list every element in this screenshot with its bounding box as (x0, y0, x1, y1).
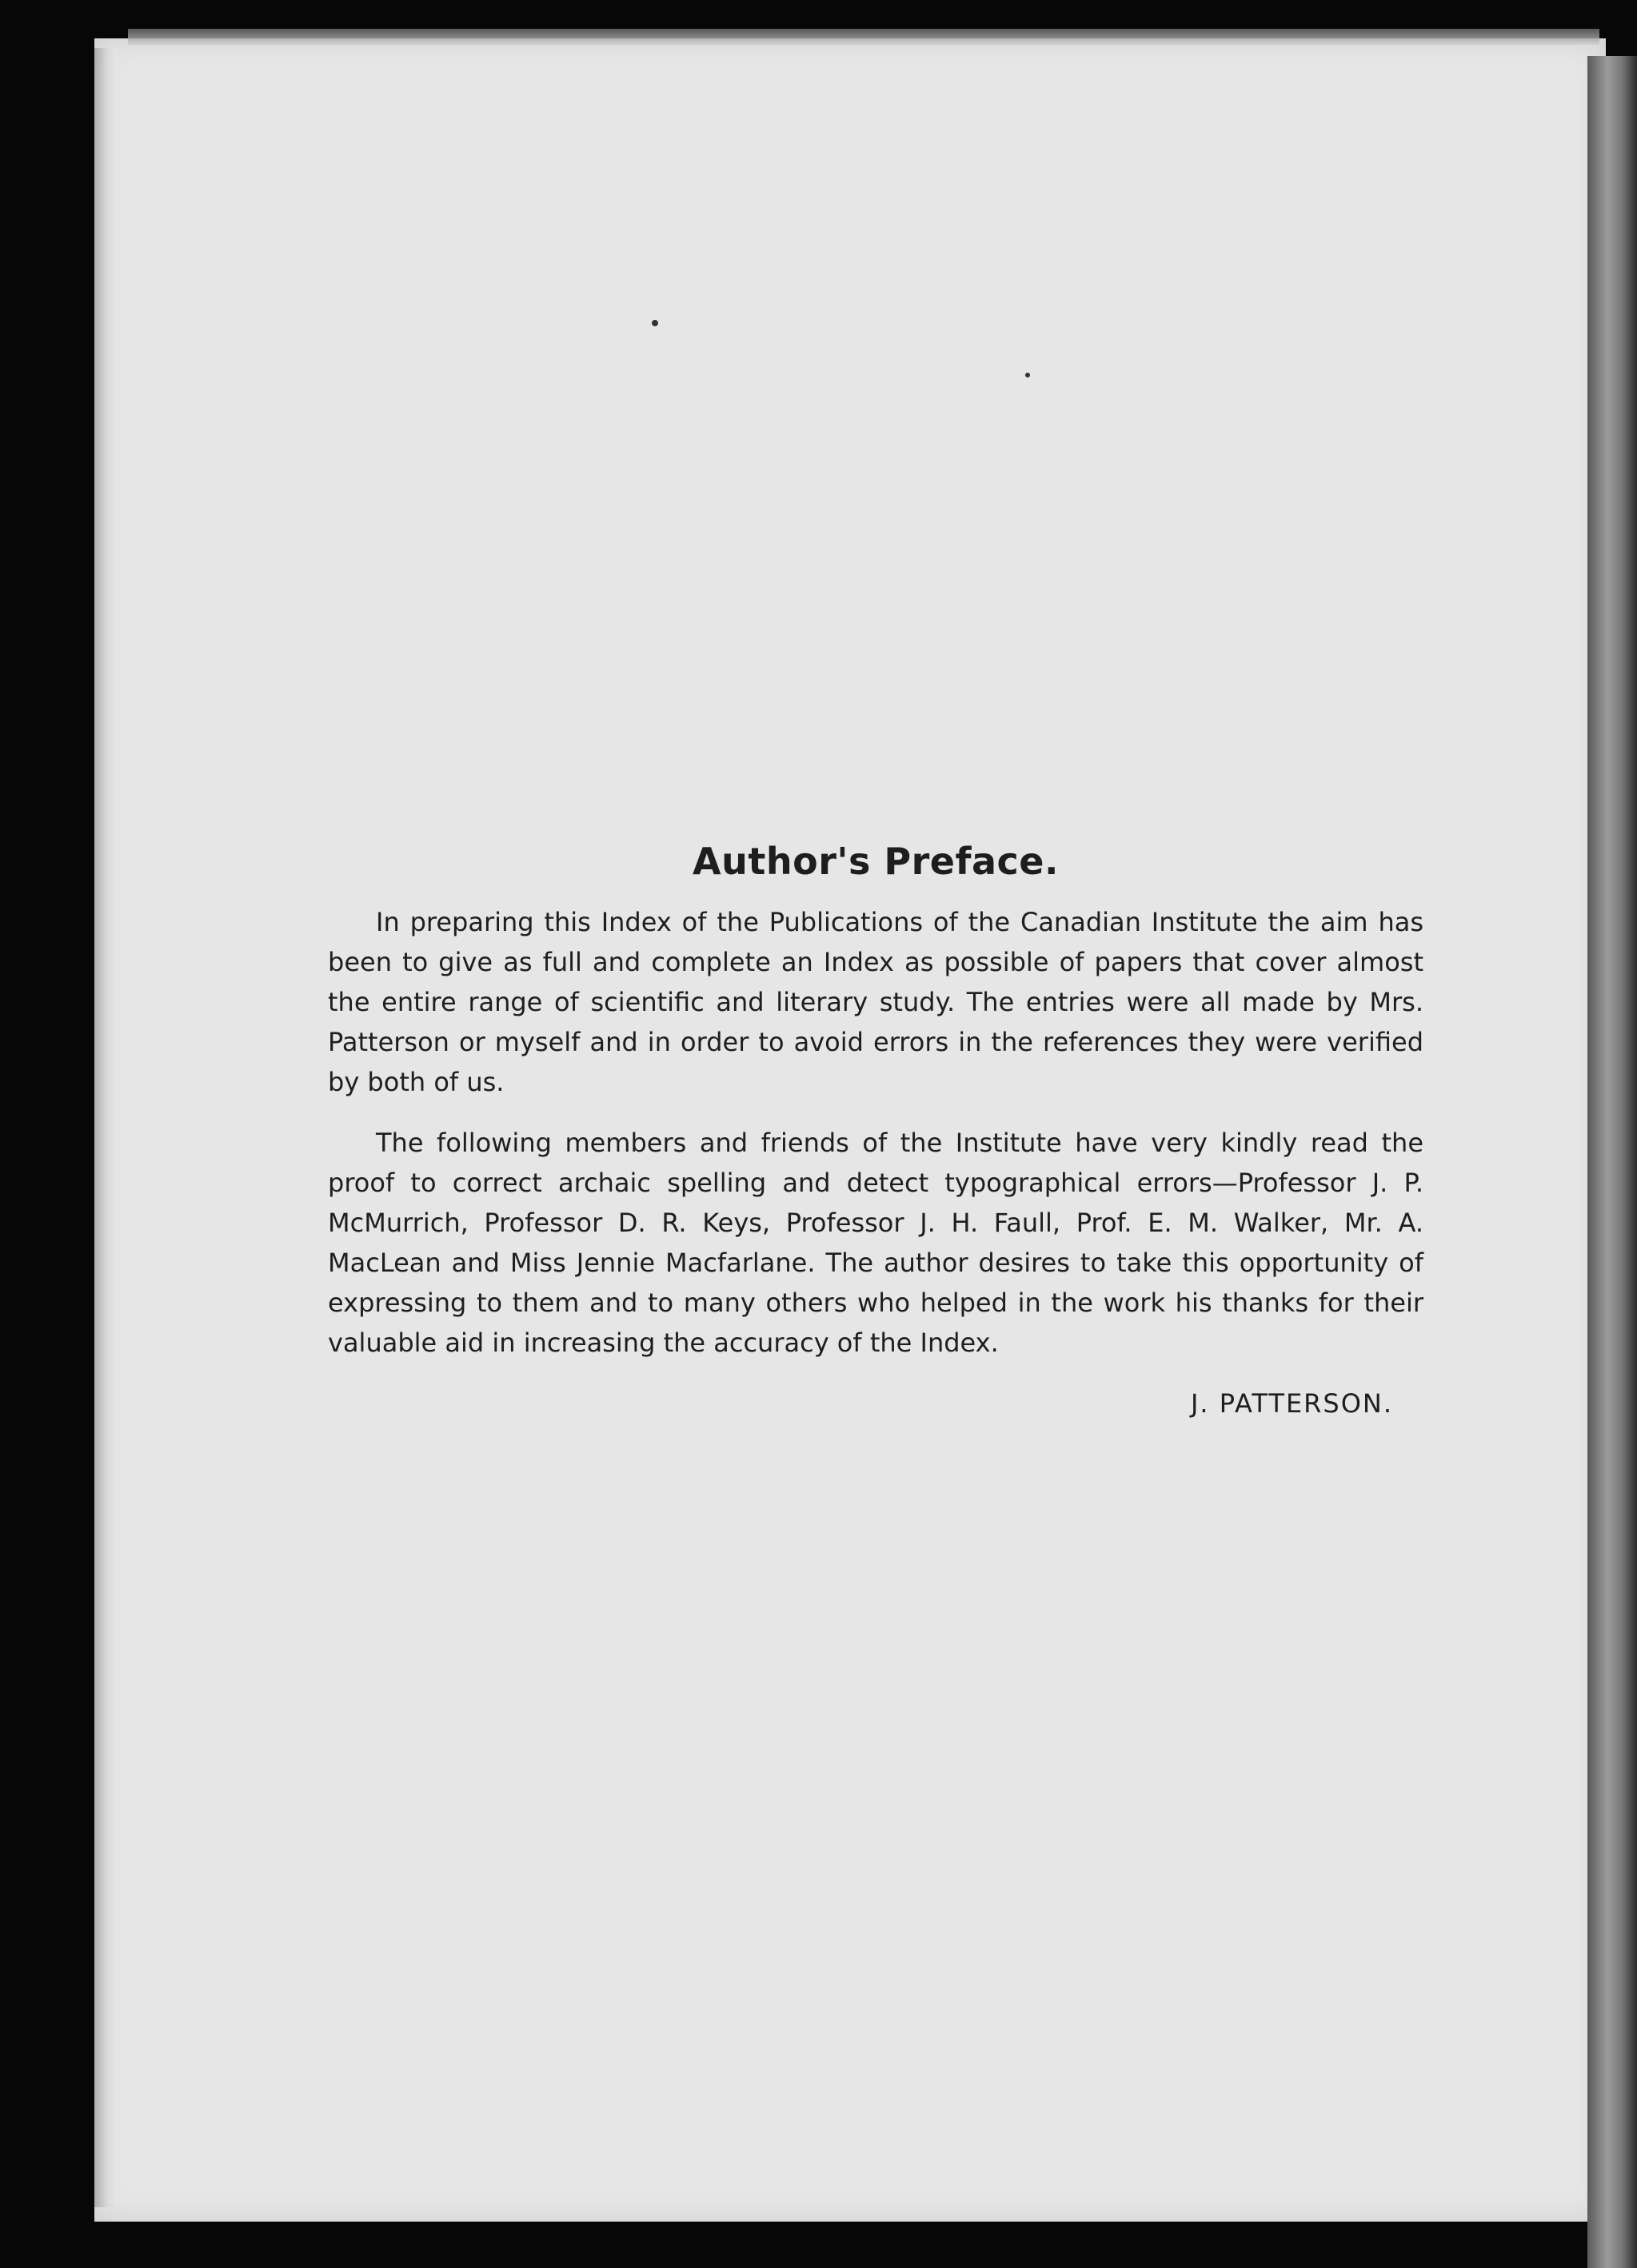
preface-title: Author's Preface. (693, 840, 1059, 883)
page-left-edge (94, 48, 117, 2207)
ink-speck (1025, 373, 1030, 377)
preface-text-block (328, 840, 1423, 1423)
preface-paragraph-2: The following members and friends of the Institute have very kindly read the proof to correct archaic spelling and detect typographical errors—Professor J. P. McMurrich, Professor D. R. Keys, Professor J. H. Faull, Prof. E. M. Walker, Mr. A. MacLean and Miss Jennie Macfarlane. The author desires to take this opportunity of expressing to them and to many others who helped in the work his thanks for their valuable aid in increasing the accuracy of the Index. (328, 1128, 1423, 1358)
ink-speck (652, 320, 658, 326)
preface-paragraph-1: In preparing this Index of the Publications of the Canadian Institute the aim has been to give as full and complete an Index as possible of papers that cover almost the entire range of scientific and literary study. The entries were all made by Mrs. Patterson or myself and in order to avoid errors in the references they were verified by both of us. (328, 907, 1423, 1097)
page-top-edge (128, 29, 1599, 45)
author-signature: J. PATTERSON. (1190, 1388, 1393, 1419)
binding-edge (1587, 56, 1637, 2268)
